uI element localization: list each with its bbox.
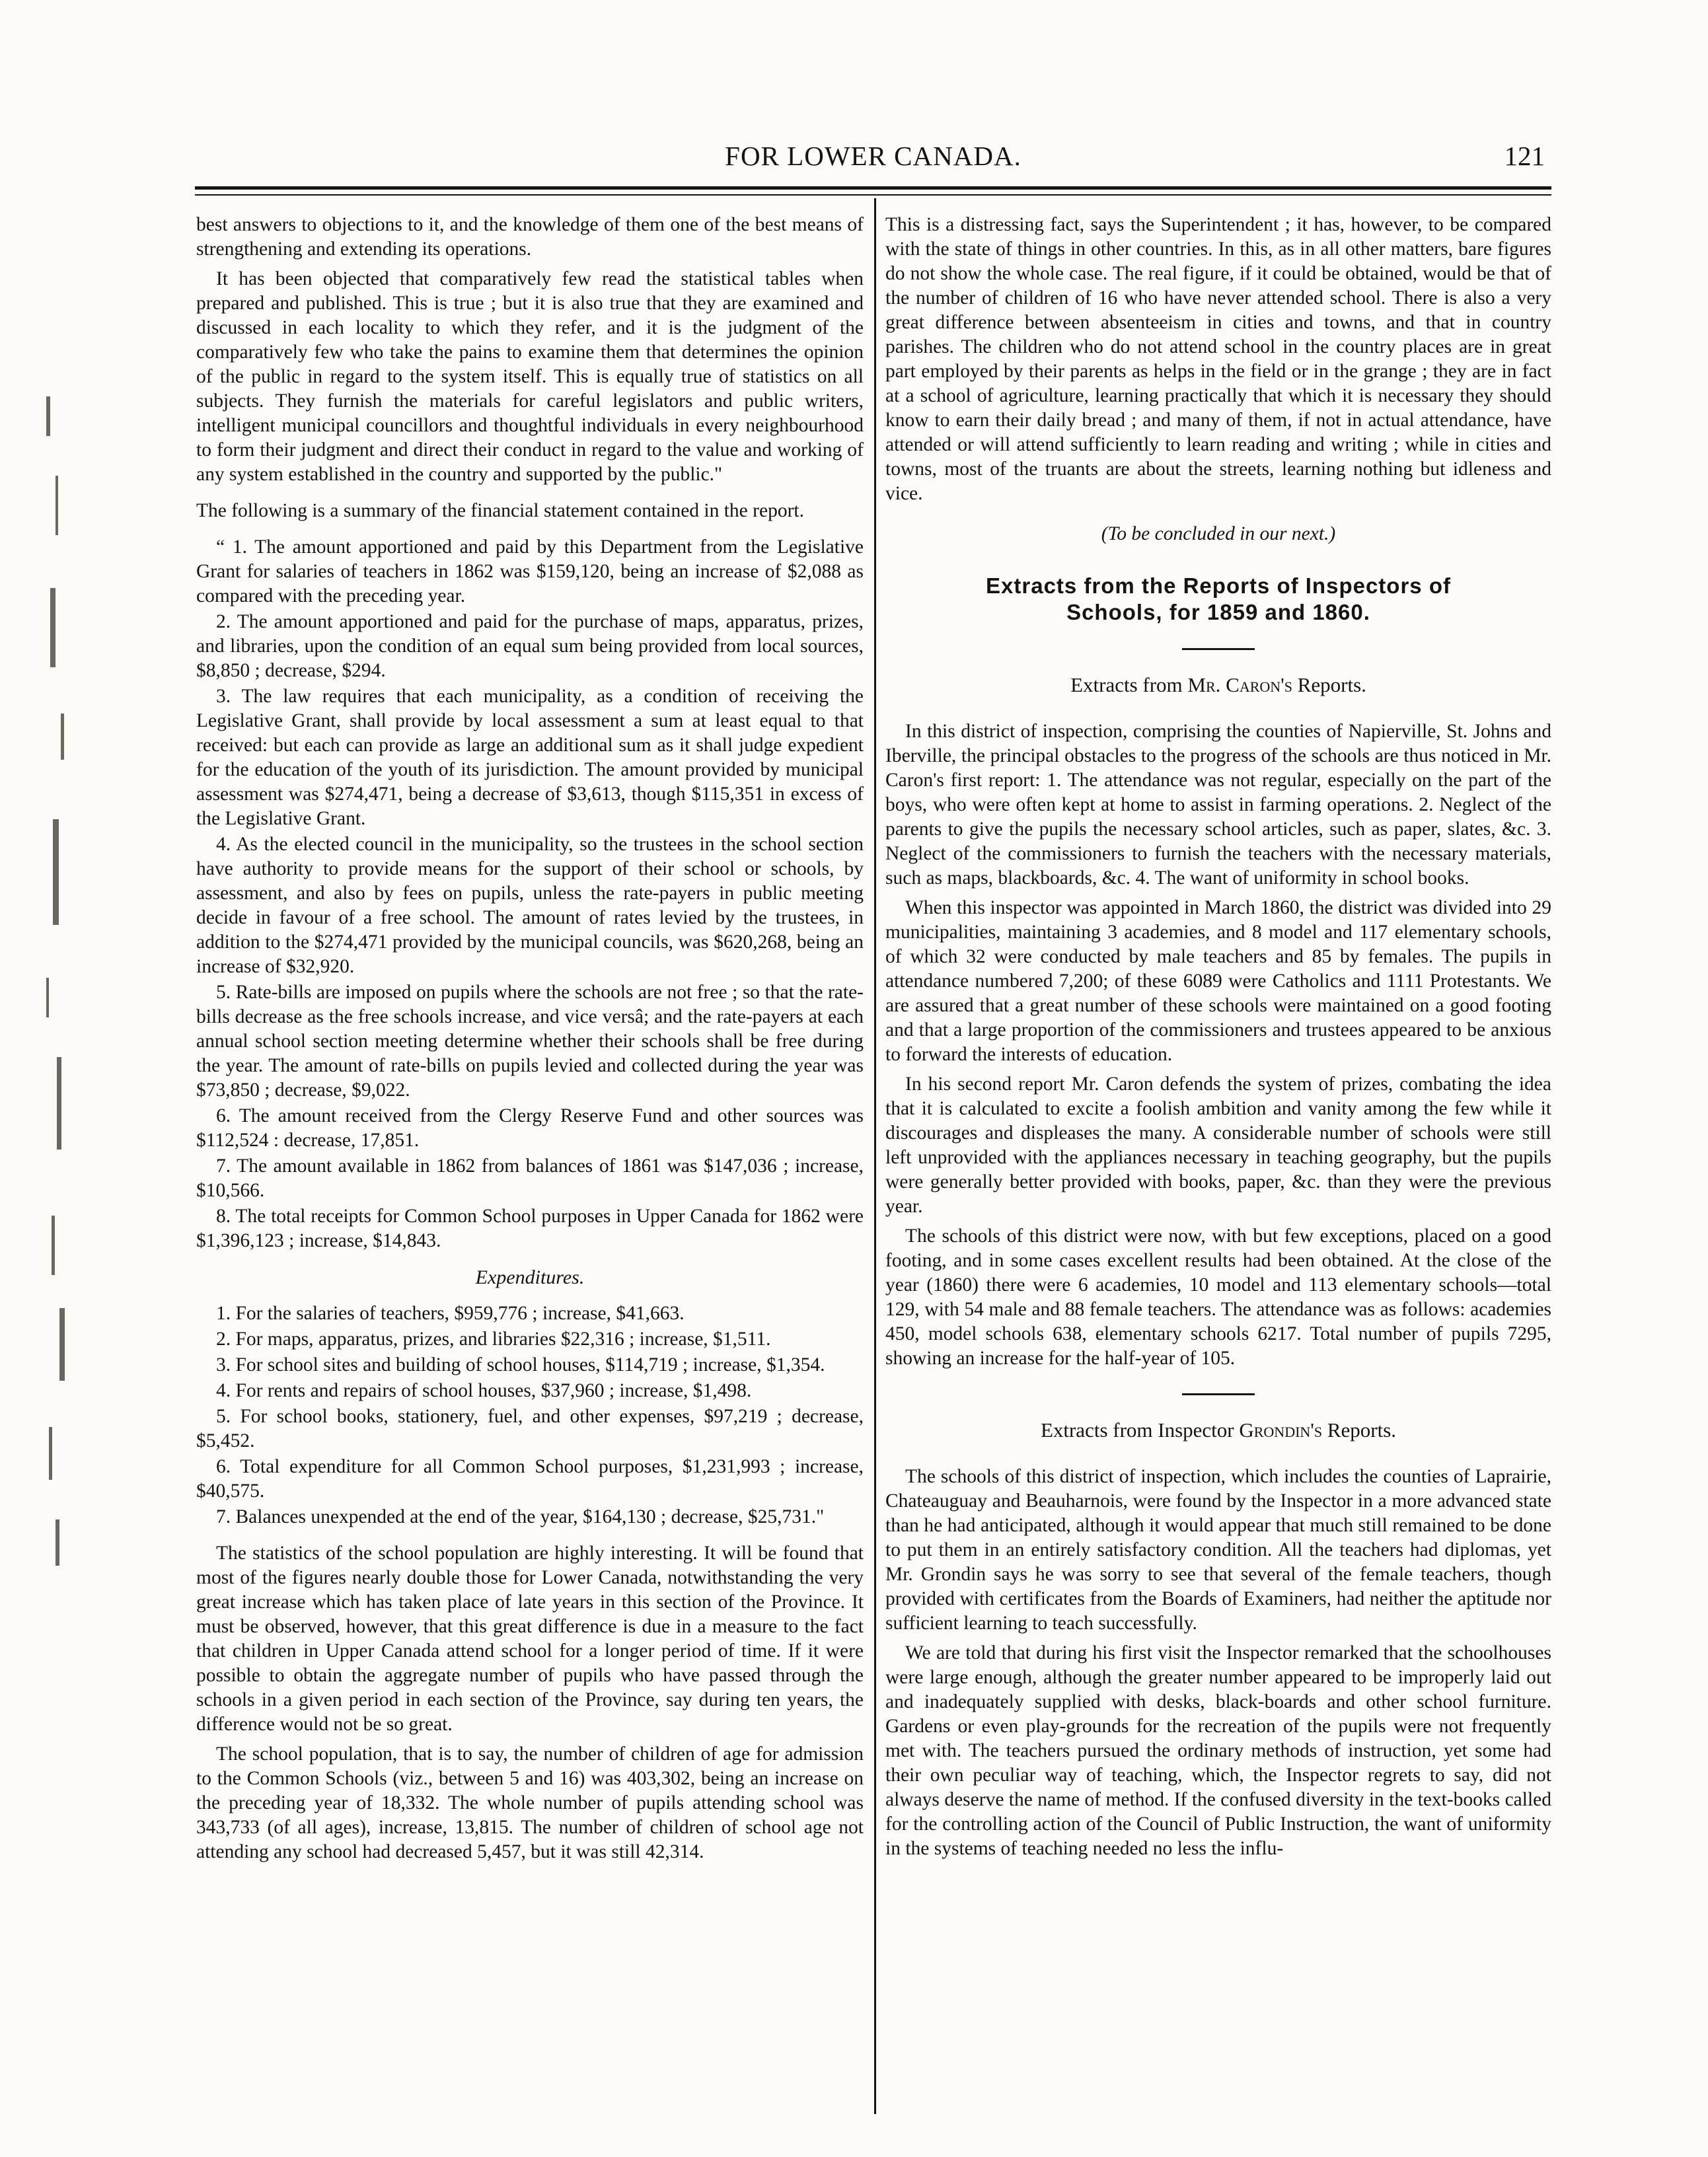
- list-item: 3. The law requires that each municipality, as a condition of receiving the Legislative Grant, shall provide by local assessment a sum at least equal to that received: but each can provide as large an additional sum as it shall judge expedient for the education of the youth of its jurisdiction. The amount provided by municipal assessment was $274,471, being a decrease of $3,613, though $115,351 in excess of the Legislative Grant.: [196, 686, 864, 829]
- paragraph: This is a distressing fact, says the Superintendent ; it has, however, to be compared with the state of things in other countries. In this, as in all other matters, bare figures do not show the whole case. The real figure, if it could be obtained, would be that of the number of children of 16 who have never attended school. There is also a very great difference between absenteeism in cities and towns, and that in country parishes. The children who do not attend school in the country places are in great part employed by their parents as helps in the field or in the grange ; they are in fact at a school of agriculture, learning practically that which it is necessary they should know to earn their daily bread ; and many of them, if not in actual attendance, have attended or will attend sufficiently to learn reading and writing ; while in cities and towns, most of the truants are about the streets, learning nothing but idleness and vice.: [885, 214, 1551, 504]
- heading-prefix: Extracts from Inspector: [1040, 1418, 1240, 1442]
- paragraph: In his second report Mr. Caron defends the system of prizes, combating the idea that it is calculated to excite a foolish ambition and vanity among the few while it discourages and displeases the many. A considerable number of schools were still left unprovided with the appliances necessary in teaching geography, but the pupils were generally better provided with books, paper, &c. than they were the previous year.: [885, 1074, 1551, 1217]
- scan-edge-marks: [26, 396, 86, 1586]
- paragraph: It has been objected that comparatively few read the statistical tables when prepared and published. This is true ; but it is also true that they are examined and discussed in each locality to which they refer, and it is the judgment of the comparatively few who take the pains to examine them that determines the opinion of the public in regard to the system itself. This is equally true of statistics on all subjects. They furnish the materials for careful legislators and public writers, intelligent municipal councillors and thoughtful individuals in every neighbourhood to form their judgment and direct their conduct in regard to the value and working of any system established in the country and supported by the public.": [196, 268, 864, 485]
- section-divider: [1182, 648, 1255, 650]
- heading-suffix: Reports.: [1292, 673, 1366, 696]
- header-rule-thick: [195, 186, 1551, 190]
- heading-name: Mr. Caron's: [1187, 673, 1292, 696]
- paragraph: When this inspector was appointed in March 1860, the district was divided into 29 municipalities, maintaining 3 academies, and 8 model and 117 elementary schools, of which 32 were conducted by male teachers and 85 by females. The pupils in attendance numbered 7,200; of these 6089 were Catholics and 1111 Protestants. We are assured that a great number of these schools were maintained on a good footing and that a large proportion of the commissioners and trustees appeared to be anxious to forward the interests of education.: [885, 897, 1551, 1065]
- paragraph: The schools of this district of inspection, which includes the counties of Laprairie, Chateauguay and Beauharnois, were found by the Inspector in a more advanced state than he had anticipated, although it would appear that much still remained to be done to put them in an entirely satisfactory condition. All the teachers had diplomas, yet Mr. Grondin says he was sorry to see that several of the female teachers, though provided with certificates from the Boards of Examiners, had neither the aptitude nor sufficient learning to teach successfully.: [885, 1466, 1551, 1634]
- list-item: 5. Rate-bills are imposed on pupils where the schools are not free ; so that the rate-bills decrease as the free schools increase, and vice versâ; and the rate-payers at each annual school section meeting determine whether their schools shall be free during the year. The amount of rate-bills on pupils levied and collected during the year was $73,850 ; decrease, $9,022.: [196, 982, 864, 1101]
- column-divider: [874, 198, 876, 2114]
- list-item: 8. The total receipts for Common School purposes in Upper Canada for 1862 were $1,396,123 ; increase, $14,843.: [196, 1206, 864, 1251]
- page-number: 121: [1504, 141, 1545, 171]
- paragraph: The statistics of the school population are highly interesting. It will be found that most of the figures nearly double those for Lower Canada, notwithstanding the very great increase which has taken place of late years in this section of the Province. It must be observed, however, that this great difference is due in a measure to the fact that children in Upper Canada attend school for a longer period of time. If it were possible to obtain the aggregate number of pupils who have passed through the schools in a given period in each section of the Province, say during ten years, the difference would not be so great.: [196, 1543, 864, 1735]
- section-divider: [1182, 1393, 1255, 1395]
- list-item: 6. The amount received from the Clergy Reserve Fund and other sources was $112,524 : decrease, 17,851.: [196, 1105, 864, 1151]
- list-item: 2. The amount apportioned and paid for the purchase of maps, apparatus, prizes, and libraries, upon the condition of an equal sum being provided from local sources, $8,850 ; decrease, $294.: [196, 611, 864, 681]
- list-item: 7. Balances unexpended at the end of the year, $164,130 ; decrease, $25,731.": [216, 1506, 825, 1527]
- paragraph: best answers to objections to it, and the knowledge of them one of the best means of strengthening and extending its operations.: [196, 214, 864, 260]
- grondin-heading: [885, 1418, 1551, 1442]
- paragraph: The following is a summary of the financial statement contained in the report.: [196, 500, 804, 521]
- list-item: “ 1. The amount apportioned and paid by this Department from the Legislative Grant for salaries of teachers in 1862 was $159,120, being an increase of $2,088 as compared with the preceding year.: [196, 536, 864, 606]
- heading-name: Grondin's: [1239, 1418, 1323, 1442]
- heading-prefix: Extracts from: [1070, 673, 1188, 696]
- list-item: 4. For rents and repairs of school houses, $37,960 ; increase, $1,498.: [216, 1380, 752, 1401]
- section-title: [885, 573, 1551, 626]
- list-item: 6. Total expenditure for all Common School purposes, $1,231,993 ; increase, $40,575.: [196, 1456, 864, 1502]
- list-item: 2. For maps, apparatus, prizes, and libraries $22,316 ; increase, $1,511.: [216, 1329, 771, 1350]
- left-column: [196, 213, 864, 1870]
- paragraph: We are told that during his first visit the Inspector remarked that the schoolhouses were large enough, although the greater number appeared to be improperly laid out and inadequately supplied with desks, black-boards and other school furniture. Gardens or even play-grounds for the recreation of the pupils were not frequently met with. The teachers pursued the ordinary methods of instruction, yet some had their own peculiar way of teaching, which, the Inspector regrets to say, did not always deserve the name of method. If the confused diversity in the text-books called for the controlling action of the Council of Public Instruction, the want of uniformity in the systems of teaching needed no less the influ-: [885, 1642, 1551, 1859]
- running-title: FOR LOWER CANADA.: [725, 141, 1021, 171]
- right-column: [885, 213, 1551, 1866]
- list-item: 5. For school books, stationery, fuel, and other expenses, $97,219 ; decrease, $5,452.: [196, 1406, 864, 1451]
- paragraph: The schools of this district were now, with but few exceptions, placed on a good footing, and in some cases excellent results had been obtained. At the close of the year (1860) there were 6 academies, 10 model and 113 elementary schools—total 129, with 54 male and 88 female teachers. The attendance was as follows: academies 450, model schools 638, elementary schools 6217. Total number of pupils 7295, showing an increase for the half-year of 105.: [885, 1225, 1551, 1369]
- list-item: 1. For the salaries of teachers, $959,776 ; increase, $41,663.: [216, 1303, 685, 1324]
- continuation-note: (To be concluded in our next.): [1101, 523, 1336, 544]
- paragraph: In this district of inspection, comprising the counties of Napierville, St. Johns and Iberville, the principal obstacles to the progress of the schools are thus noticed in Mr. Caron's first report: 1. The attendance was not regular, especially on the part of the boys, who were often kept at home to assist in farming operations. 2. Neglect of the parents to give the pupils the necessary school articles, such as paper, slates, &c. 3. Neglect of the commissioners to furnish the teachers with the necessary materials, such as maps, blackboards, &c. 4. The want of uniformity in school books.: [885, 721, 1551, 889]
- section-title-line-2: Schools, for 1859 and 1860.: [1066, 600, 1370, 624]
- heading-suffix: Reports.: [1322, 1418, 1397, 1442]
- list-item: 3. For school sites and building of school houses, $114,719 ; increase, $1,354.: [216, 1354, 825, 1375]
- header-rule-thin: [195, 194, 1551, 196]
- section-title-line-1: Extracts from the Reports of Inspectors of: [986, 573, 1451, 598]
- expenditures-heading: Expenditures.: [475, 1266, 585, 1288]
- page-header: [195, 136, 1551, 176]
- list-item: 7. The amount available in 1862 from balances of 1861 was $147,036 ; increase, $10,566.: [196, 1155, 864, 1201]
- paragraph: The school population, that is to say, the number of children of age for admission to the Common Schools (viz., between 5 and 16) was 403,302, being an increase on the preceding year of 18,332. The whole number of pupils attending school was 343,733 (of all ages), increase, 13,815. The number of children of school age not attending any school had decreased 5,457, but it was still 42,314.: [196, 1743, 864, 1862]
- caron-heading: [885, 673, 1551, 697]
- list-item: 4. As the elected council in the municipality, so the trustees in the school section have authority to provide means for the support of their school or schools, by assessment, and also by fees on pupils, unless the rate-payers in public meeting decide in favour of a free school. The amount of rates levied by the trustees, in addition to the $274,471 provided by the municipal councils, was $620,268, being an increase of $32,920.: [196, 834, 864, 977]
